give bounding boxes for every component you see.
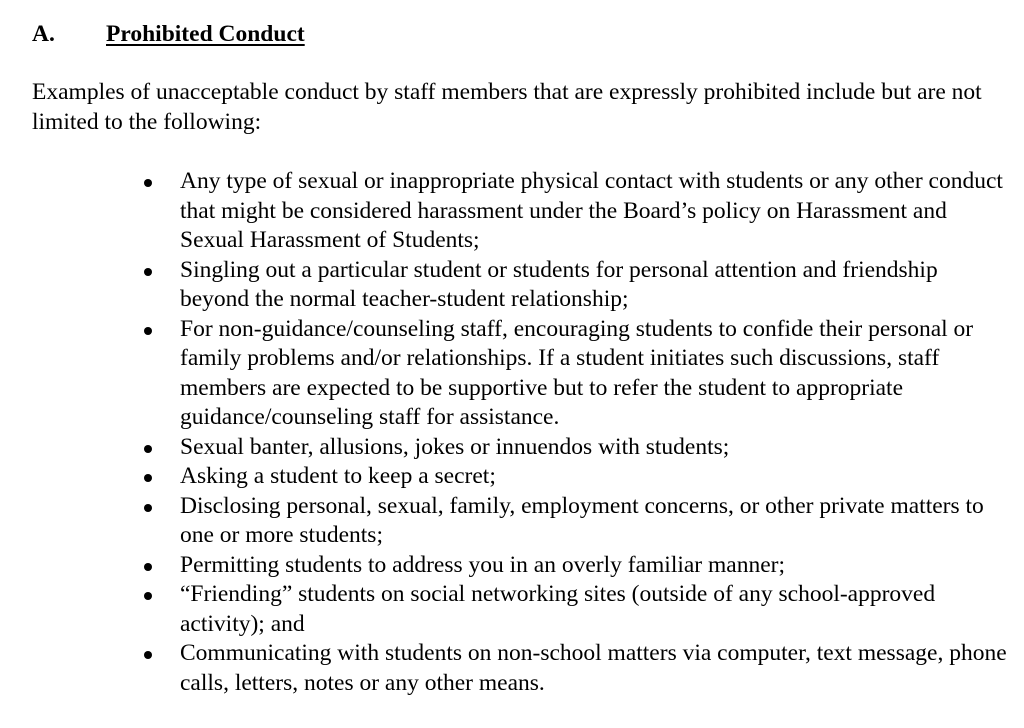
list-item-text: Any type of sexual or inappropriate physical contact with students or any other conduct that might be considered harassment under the Board’s policy on Harassment and Sexual Harassment of Students; <box>180 168 1003 253</box>
bullet-icon <box>144 445 152 453</box>
list-item-text: Asking a student to keep a secret; <box>180 463 496 489</box>
list-item <box>180 433 1010 463</box>
list-item <box>180 580 1010 639</box>
bullet-icon <box>144 327 152 335</box>
bullet-icon <box>144 563 152 571</box>
list-item <box>180 462 1010 492</box>
intro-paragraph: Examples of unacceptable conduct by staff members that are expressly prohibited include but are not limited to the following: <box>32 79 982 135</box>
bullet-icon <box>144 651 152 659</box>
prohibited-conduct-list <box>180 167 1010 698</box>
list-item <box>180 492 1010 551</box>
list-item-text: Singling out a particular student or students for personal attention and friendship beyond the normal teacher-student relationship; <box>180 256 938 312</box>
section-letter: A. <box>32 21 55 47</box>
bullet-icon <box>144 179 152 187</box>
list-item <box>180 315 1010 433</box>
section-heading <box>32 19 305 49</box>
list-item-text: Permitting students to address you in an overly familiar manner; <box>180 551 785 578</box>
list-item-text: Disclosing personal, sexual, family, employment concerns, or other private matters to one or more students; <box>180 492 984 548</box>
bullet-icon <box>144 474 152 482</box>
list-item <box>180 256 1010 315</box>
bullet-icon <box>144 504 152 512</box>
bullet-icon <box>144 268 152 276</box>
section-title: Prohibited Conduct <box>106 21 305 47</box>
list-item <box>180 639 1010 698</box>
list-item-text: Communicating with students on non-school matters via computer, text message, phone calls, letters, notes or any other means. <box>180 640 1007 696</box>
list-item-text: “Friending” students on social networking sites (outside of any school-approved activity); and <box>180 581 936 637</box>
bullet-icon <box>144 592 152 600</box>
list-item-text: Sexual banter, allusions, jokes or innuendos with students; <box>180 433 730 460</box>
list-item-text: For non-guidance/counseling staff, encouraging students to confide their personal or family problems and/or relationships. If a student initiates such discussions, staff members are expected to be supportive but to refer the student to appropriate guidance/counseling staff for assistance. <box>180 315 974 430</box>
list-item <box>180 551 1010 581</box>
list-item <box>180 167 1010 256</box>
